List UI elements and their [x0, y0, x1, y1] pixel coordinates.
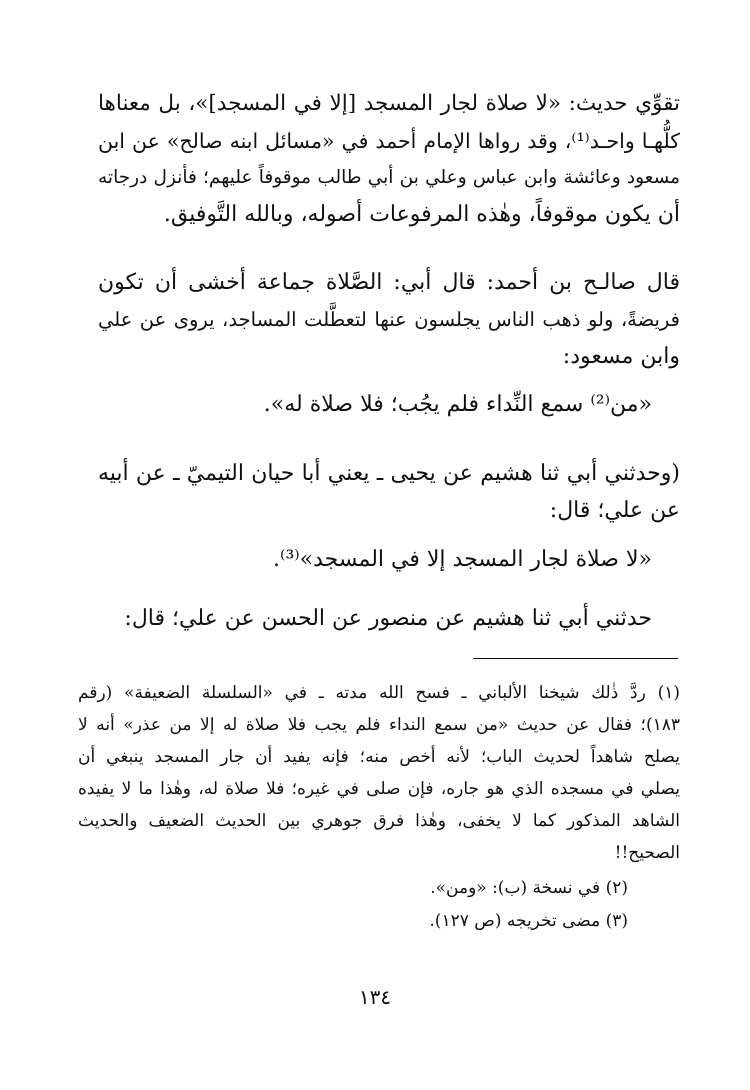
body-line-10: عن علي؛ قال:: [549, 498, 680, 523]
footnote-2: (٢) في نسخة (ب): «ومن».: [430, 878, 628, 898]
footnote-3: (٣) مضى تخريجه (ص ١٢٧).: [429, 911, 628, 931]
body-line-2: كلُّهـا واحـد⁽¹⁾، وقد رواها الإمام أحمد في «مسائل ابنه صالح» عن ابن: [98, 129, 680, 153]
body-line-5: قال صالـح بن أحمد: قال أبي: الصَّلاة جماعة أخشى أن تكون: [98, 270, 680, 295]
body-line-6: فريضةً، ولو ذهب الناس يجلسون عنها لتعطَّلت المساجد، يروى عن علي: [98, 308, 680, 331]
footnote-1-line-5: الشاهد المذكور كما لا يخفى، وهٰذا فرق جوهري بين الحديث الضعيف والحديث: [78, 811, 680, 831]
body-line-9: (وحدثني أبي ثنا هشيم عن يحيى ـ يعني أبا حيان التيميّ ـ عن أبيه: [98, 461, 680, 486]
hadith-quote-2: «لا صلاة لجار المسجد إلا في المسجد»⁽³⁾.: [273, 547, 652, 572]
footnote-1-line-3: يصلح شاهداً لحديث الباب؛ لأنه أخص منه؛ فإنه يفيد أن جار المسجد ينبغي أن: [78, 747, 680, 767]
hadith-quote-1: «من⁽²⁾ سمع النِّداء فلم يجُب؛ فلا صلاة له».: [263, 392, 652, 417]
body-line-12: حدثني أبي ثنا هشيم عن منصور عن الحسن عن علي؛ قال:: [124, 606, 652, 631]
body-line-1: تقوِّي حديث: «لا صلاة لجار المسجد [إلا في المسجد]»، بل معناها: [98, 91, 680, 116]
footnote-1-line-6: الصحيح!!: [614, 843, 680, 863]
body-line-4: أن يكون موقوفاً، وهٰذه المرفوعات أصوله، وبالله التَّوفيق.: [163, 202, 680, 227]
footnote-separator: [473, 658, 678, 659]
footnote-1-line-2: ١٨٣)؛ فقال عن حديث «من سمع النداء فلم يجب فلا صلاة له إلا من عذر» أنه لا: [78, 715, 680, 735]
body-line-3: مسعود وعائشة وابن عباس وعلي بن أبي طالب موقوفاً عليهم؛ فأنزل درجاته: [98, 167, 680, 188]
footnote-1-line-4: يصلي في مسجده الذي هو جاره، فإن صلى في غيره؛ فلا صلاة له، وهٰذا ما لا يفيده: [78, 779, 680, 799]
body-line-7: وابن مسعود:: [562, 344, 680, 369]
page-number: ١٣٤: [358, 985, 392, 1009]
footnote-1-line-1: (١) ردَّ ذٰلك شيخنا الألباني ـ فسح الله مدته ـ في «السلسلة الضعيفة» (رقم: [78, 683, 680, 703]
